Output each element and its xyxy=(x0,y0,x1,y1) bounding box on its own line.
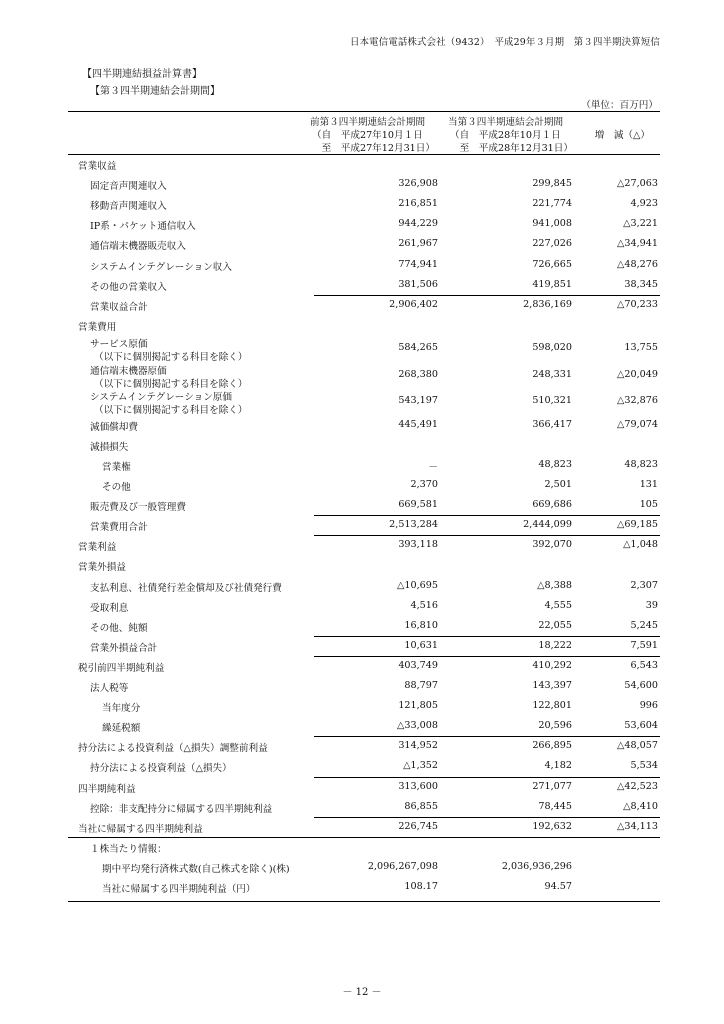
table-row xyxy=(68,295,660,315)
curr-value: 271,077 xyxy=(532,780,572,792)
prev-period-title: 前第３四半期連結会計期間 xyxy=(310,117,426,128)
curr-value: 598,020 xyxy=(532,341,572,353)
table-row xyxy=(68,275,660,295)
prev-value: 584,265 xyxy=(398,341,438,353)
prev-value: 86,855 xyxy=(404,800,438,812)
table-row xyxy=(68,214,660,234)
diff-value: △1,048 xyxy=(623,539,658,551)
row-label: 税引前四半期純利益 xyxy=(78,662,165,674)
table-row xyxy=(68,696,660,716)
statement-title: 【四半期連結損益計算書】 xyxy=(82,69,202,80)
prev-value: △1,352 xyxy=(403,760,438,772)
prev-period-from: （自 平成27年10月１日 xyxy=(312,130,423,141)
row-label: 通信端末機器販売収入 xyxy=(90,241,186,253)
diff-value: △20,049 xyxy=(617,368,658,380)
row-label: 固定音声関連収入 xyxy=(90,181,167,193)
prev-value: － xyxy=(428,461,438,473)
curr-value: 392,070 xyxy=(532,539,572,551)
row-label: 移動音声関連収入 xyxy=(90,201,167,213)
diff-value: △79,074 xyxy=(617,418,658,430)
diff-value: 39 xyxy=(645,599,658,611)
prev-value: 326,908 xyxy=(398,178,438,190)
subtotal-rule xyxy=(68,837,660,838)
prev-value: 2,370 xyxy=(410,479,438,490)
row-label: 持分法による投資利益（△損失）調整前利益 xyxy=(78,743,268,755)
diff-value: 5,245 xyxy=(630,619,658,631)
curr-value: 726,665 xyxy=(532,258,572,270)
subtotal-rule xyxy=(314,535,660,536)
curr-value: 20,596 xyxy=(538,720,572,732)
curr-value: 78,445 xyxy=(538,800,572,812)
curr-value: 248,331 xyxy=(532,368,572,380)
row-label: 四半期純利益 xyxy=(78,783,136,795)
curr-value: 227,026 xyxy=(532,238,572,250)
curr-value: 192,632 xyxy=(532,820,572,832)
table-row xyxy=(68,656,660,676)
table-row xyxy=(68,817,660,837)
diff-value: 7,591 xyxy=(630,639,658,651)
diff-value: △48,276 xyxy=(617,258,658,270)
table-row xyxy=(68,756,660,776)
diff-value: △34,941 xyxy=(617,238,658,250)
curr-value: 48,823 xyxy=(538,458,572,470)
table-row xyxy=(68,362,660,389)
prev-value: 2,513,284 xyxy=(389,519,438,531)
diff-value: 4,923 xyxy=(630,198,658,210)
table-row xyxy=(68,388,660,415)
curr-value: 266,895 xyxy=(532,740,572,752)
diff-value: △8,410 xyxy=(623,800,658,812)
table-row xyxy=(68,415,660,435)
table-row xyxy=(68,877,660,897)
table-row xyxy=(68,576,660,596)
curr-value: 221,774 xyxy=(532,198,572,210)
prev-value: 314,952 xyxy=(398,740,438,752)
document-header: 日本電信電話株式会社（9432） 平成29年３月期 第３四半期決算短信 xyxy=(350,37,660,48)
table-row xyxy=(68,857,660,877)
diff-value: 105 xyxy=(639,499,658,511)
curr-value: 122,801 xyxy=(532,700,572,712)
subtotal-rule xyxy=(314,515,660,516)
table-row xyxy=(68,777,660,797)
diff-value: 996 xyxy=(639,700,658,712)
prev-value: 381,506 xyxy=(398,278,438,290)
row-label: 支払利息、社債発行差金償却及び社債発行費 xyxy=(90,582,282,594)
diff-value: 6,543 xyxy=(630,659,658,671)
prev-value: 268,380 xyxy=(398,368,438,380)
table-row xyxy=(68,736,660,756)
column-header xyxy=(68,112,660,154)
diff-value: 53,604 xyxy=(624,720,658,732)
curr-value: △8,388 xyxy=(537,579,572,591)
table-row xyxy=(68,515,660,535)
curr-value: 22,055 xyxy=(538,619,572,631)
table-row xyxy=(68,596,660,616)
prev-value: △10,695 xyxy=(397,579,438,591)
subtotal-rule xyxy=(314,777,660,778)
prev-value: 121,805 xyxy=(398,700,438,712)
table-row xyxy=(68,716,660,736)
curr-value: 4,182 xyxy=(544,760,572,772)
diff-value: △27,063 xyxy=(617,178,658,190)
row-label-note: （以下に個別掲記する科目を除く） xyxy=(94,405,248,417)
prev-value: 226,745 xyxy=(398,820,438,832)
curr-period-from: （自 平成28年10月１日 xyxy=(450,130,561,141)
table-bottom-rule xyxy=(68,901,660,902)
row-label: その他、純額 xyxy=(90,622,148,634)
row-label: システムインテグレーション原価 xyxy=(90,392,232,404)
diff-value: 38,345 xyxy=(624,278,658,290)
curr-value: 941,008 xyxy=(532,218,572,230)
diff-value: 13,755 xyxy=(624,341,658,353)
table-row xyxy=(68,255,660,275)
row-label: 営業利益 xyxy=(78,542,117,554)
row-label: 営業収益合計 xyxy=(90,301,148,313)
row-label: 持分法による投資利益（△損失） xyxy=(90,763,232,775)
table-row xyxy=(68,455,660,475)
row-label: 営業外損益合計 xyxy=(90,642,158,654)
curr-value: 4,555 xyxy=(544,599,572,611)
prev-value: 313,600 xyxy=(398,780,438,792)
diff-value: △3,221 xyxy=(623,218,658,230)
prev-value: 543,197 xyxy=(398,395,438,407)
table-row xyxy=(68,837,660,857)
curr-value: 94.57 xyxy=(544,881,572,892)
curr-value: 18,222 xyxy=(538,639,572,651)
row-label: 当社に帰属する四半期純利益 xyxy=(78,823,203,835)
curr-value: 410,292 xyxy=(532,659,572,671)
row-label: その他 xyxy=(102,482,131,493)
subtotal-rule xyxy=(314,736,660,737)
curr-value: 2,444,099 xyxy=(523,519,572,531)
row-label: 営業収益 xyxy=(78,161,117,172)
row-label: システムインテグレーション収入 xyxy=(90,261,232,273)
curr-period-title: 当第３四半期連結会計期間 xyxy=(448,117,564,128)
curr-value: 299,845 xyxy=(532,178,572,190)
row-label: 減損損失 xyxy=(90,441,129,453)
diff-value: 54,600 xyxy=(624,680,658,691)
diff-value: 48,823 xyxy=(624,458,658,470)
diff-value: △42,523 xyxy=(617,780,658,792)
page-number: － 12 － xyxy=(342,987,382,998)
table-row xyxy=(68,174,660,194)
curr-value: 143,397 xyxy=(532,680,572,691)
table-row xyxy=(68,495,660,515)
row-label-note: （以下に個別掲記する科目を除く） xyxy=(94,378,248,390)
period-title: 【第３四半期連結会計期間】 xyxy=(90,86,220,97)
table-row xyxy=(68,154,660,174)
table-row xyxy=(68,676,660,696)
row-label: 通信端末機器原価 xyxy=(90,365,167,377)
prev-value: 4,516 xyxy=(410,599,438,611)
curr-value: 419,851 xyxy=(532,278,572,290)
subtotal-rule xyxy=(314,656,660,657)
curr-value: 669,686 xyxy=(532,499,572,511)
prev-period-to: 至 平成27年12月31日） xyxy=(312,143,435,154)
row-label: １株当たり情報： xyxy=(90,843,167,855)
prev-value: △33,008 xyxy=(397,720,438,732)
row-label: 営業費用合計 xyxy=(90,522,148,534)
subtotal-rule xyxy=(314,817,660,818)
table-row xyxy=(68,475,660,495)
prev-value: 10,631 xyxy=(404,639,438,651)
prev-value: 261,967 xyxy=(398,238,438,250)
unit-label: （単位：百万円） xyxy=(581,100,658,111)
table-row xyxy=(68,435,660,455)
diff-value: 2,307 xyxy=(630,579,658,591)
curr-value: 510,321 xyxy=(532,395,572,407)
curr-value: 366,417 xyxy=(532,418,572,430)
row-label: 法人税等 xyxy=(90,683,129,694)
curr-period-to: 至 平成28年12月31日） xyxy=(450,143,573,154)
row-label: その他の営業収入 xyxy=(90,281,167,293)
table-row xyxy=(68,616,660,636)
row-label: 繰延税額 xyxy=(102,723,141,735)
diff-value: 5,534 xyxy=(630,760,658,772)
row-label: 営業外損益 xyxy=(78,562,126,574)
curr-value: 2,501 xyxy=(544,479,572,490)
subtotal-rule xyxy=(314,295,660,296)
prev-value: 216,851 xyxy=(398,198,438,210)
table-row xyxy=(68,194,660,214)
row-label-note: （以下に個別掲記する科目を除く） xyxy=(94,351,248,363)
diff-column-title: 増 減（△） xyxy=(594,130,650,141)
table-row xyxy=(68,797,660,817)
curr-value: 2,836,169 xyxy=(523,298,572,310)
diff-value: 131 xyxy=(639,479,658,490)
diff-value: △48,057 xyxy=(617,740,658,752)
subtotal-rule xyxy=(314,636,660,637)
row-label: 控除：非支配持分に帰属する四半期純利益 xyxy=(90,803,273,815)
prev-value: 944,229 xyxy=(398,218,438,230)
row-label: 営業権 xyxy=(102,461,131,473)
table-row xyxy=(68,555,660,575)
diff-value: △34,113 xyxy=(617,820,658,832)
table-row xyxy=(68,234,660,254)
row-label: 減価償却費 xyxy=(90,421,138,433)
row-label: 当年度分 xyxy=(102,703,141,715)
row-label: 営業費用 xyxy=(78,321,117,333)
prev-value: 403,749 xyxy=(398,659,438,671)
prev-value: 88,797 xyxy=(404,680,438,691)
row-label: IP系・パケット通信収入 xyxy=(90,221,196,233)
prev-value: 445,491 xyxy=(398,418,438,430)
row-label: 販売費及び一般管理費 xyxy=(90,502,186,514)
prev-value: 774,941 xyxy=(398,258,438,270)
table-row xyxy=(68,535,660,555)
table-row xyxy=(68,315,660,335)
table-row xyxy=(68,636,660,656)
prev-value: 2,096,267,098 xyxy=(367,860,438,872)
diff-value: △32,876 xyxy=(617,395,658,407)
diff-value: △70,233 xyxy=(617,298,658,310)
prev-value: 16,810 xyxy=(404,619,438,631)
prev-value: 2,906,402 xyxy=(389,298,438,310)
table-row xyxy=(68,335,660,362)
row-label: サービス原価 xyxy=(90,338,148,350)
row-label: 受取利息 xyxy=(90,602,129,614)
prev-value: 669,581 xyxy=(398,499,438,511)
row-label: 期中平均発行済株式数(自己株式を除く)(株) xyxy=(102,863,290,875)
diff-value: △69,185 xyxy=(617,519,658,531)
row-label: 当社に帰属する四半期純利益（円） xyxy=(102,884,256,895)
prev-value: 108.17 xyxy=(404,881,438,892)
prev-value: 393,118 xyxy=(398,539,438,551)
curr-value: 2,036,936,296 xyxy=(501,860,572,872)
